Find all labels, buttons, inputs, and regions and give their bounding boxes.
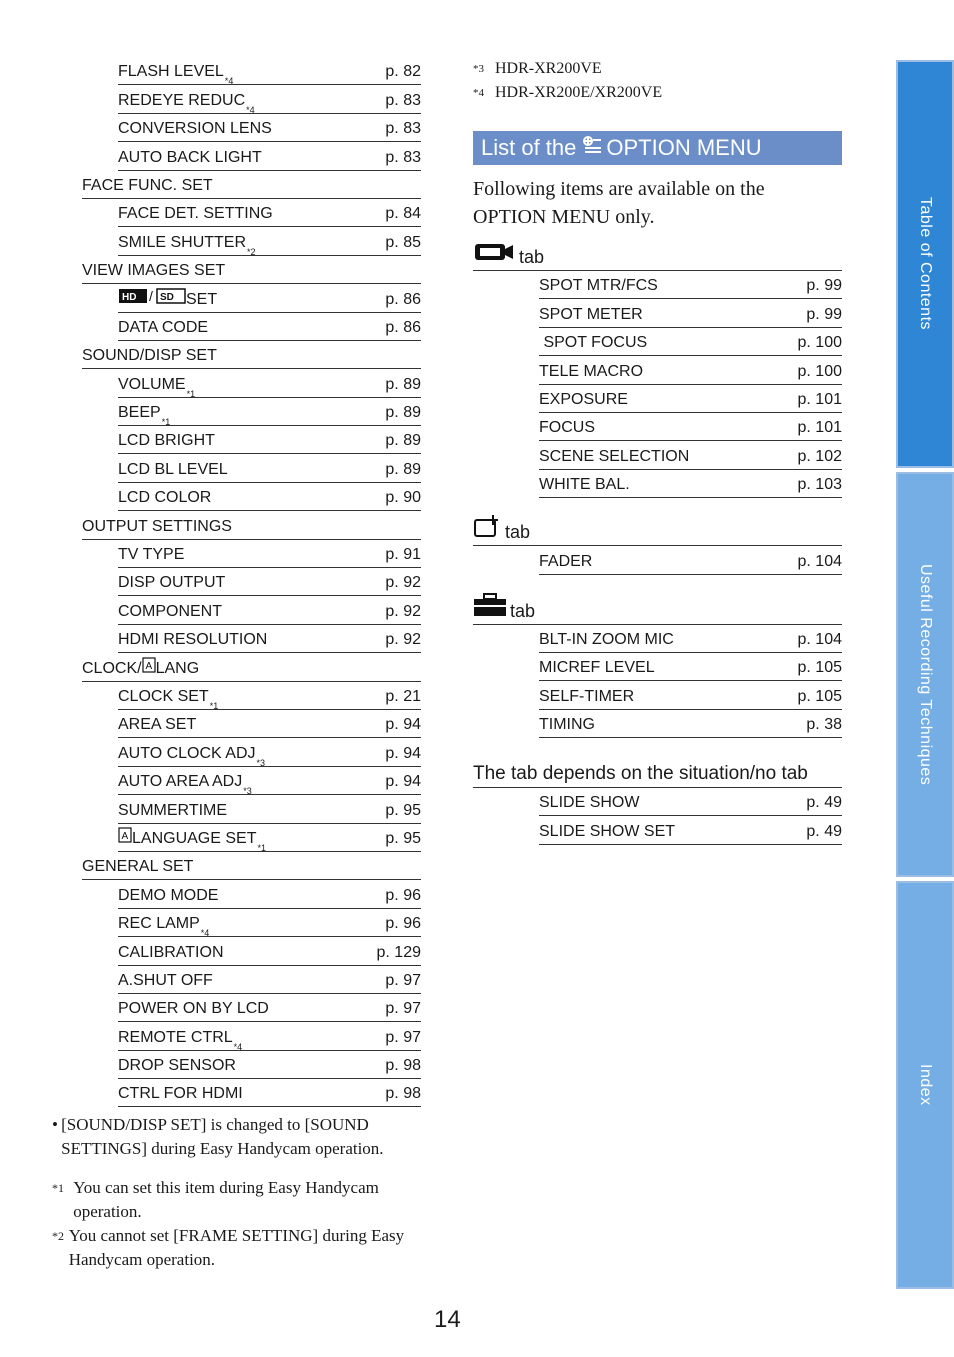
menu-item-row — [539, 653, 842, 681]
menu-item-row — [539, 710, 842, 738]
menu-item-row — [118, 795, 421, 823]
footnote-4-text: HDR-XR200E/XR200VE — [495, 84, 663, 101]
section-title-post: OPTION MENU — [606, 135, 762, 160]
menu-item-text: CLOCK SET — [118, 687, 209, 705]
menu-item-label: TIMING — [539, 716, 595, 734]
footnotes-left — [52, 1176, 422, 1272]
effect-tab-label: tab — [505, 522, 531, 543]
menu-item-row — [539, 441, 842, 469]
svg-text:/: / — [149, 287, 153, 304]
page-number: 14 — [434, 1306, 461, 1333]
side-tab-useful-label: Useful Recording Techniques — [917, 563, 934, 786]
toolbox-icon — [473, 593, 507, 622]
menu-item-label — [118, 432, 215, 450]
page-ref: p. 92 — [385, 602, 421, 620]
menu-item-text: DATA CODE — [118, 318, 209, 336]
tool-tab-list — [473, 625, 842, 739]
menu-item-label — [82, 858, 193, 876]
menu-item-label: SMILE SHUTTER *2 — [118, 233, 256, 257]
menu-item-row — [118, 1051, 421, 1079]
menu-item-label — [118, 603, 222, 621]
menu-item-text: FACE DET. SETTING — [118, 205, 273, 223]
menu-item-label: REMOTE CTRL *4 — [118, 1028, 243, 1052]
menu-item-label: SLIDE SHOW SET — [539, 822, 676, 840]
menu-item-text: SOUND/DISP SET — [82, 347, 217, 365]
menu-item-label: MICREF LEVEL — [539, 659, 655, 677]
camera-tab-header — [473, 243, 842, 271]
page-ref: p. 104 — [797, 552, 842, 570]
page-ref: p. 83 — [385, 91, 421, 109]
page-ref: p. 97 — [385, 1028, 421, 1046]
menu-item-row — [539, 816, 842, 844]
menu-item-row — [118, 426, 421, 454]
menu-item-row — [539, 299, 842, 327]
menu-item-label: BEEP *1 — [118, 404, 171, 428]
menu-item-label: WHITE BAL. — [539, 476, 630, 494]
menu-item-row — [118, 369, 421, 397]
menu-item-text: DISP OUTPUT — [118, 574, 226, 592]
page-ref: p. 86 — [385, 318, 421, 336]
situation-header: The tab depends on the situation/no tab — [473, 760, 842, 788]
page-ref: p. 89 — [385, 432, 421, 450]
svg-text:A: A — [121, 830, 129, 842]
menu-item-row — [539, 271, 842, 299]
menu-item-row — [118, 227, 421, 255]
side-tab-index-label: Index — [917, 1064, 934, 1106]
page-ref: p. 101 — [797, 419, 842, 437]
menu-item-text: REDEYE REDUC — [118, 91, 246, 109]
menu-item-text: BEEP — [118, 404, 161, 422]
section-title-bar — [473, 131, 842, 165]
menu-item-label: AUTO AREA ADJ *3 — [118, 773, 252, 797]
menu-item-text: REC LAMP — [118, 915, 200, 933]
menu-item-row — [539, 413, 842, 441]
menu-item-text: A.SHUT OFF — [118, 971, 213, 989]
page-ref: p. 100 — [797, 362, 842, 380]
menu-item-row — [118, 625, 421, 653]
menu-item-text: SUMMERTIME — [118, 801, 228, 819]
menu-item-label — [118, 631, 267, 649]
menu-item-label — [118, 288, 217, 309]
camera-tab-list — [473, 271, 842, 498]
menu-item-row — [118, 966, 421, 994]
bullet-mark: • — [52, 1115, 58, 1134]
menu-item-row — [118, 937, 421, 965]
side-tab-index[interactable] — [896, 881, 954, 1289]
menu-item-label — [82, 518, 232, 536]
menu-item-label — [118, 802, 227, 820]
menu-item-text: AUTO BACK LIGHT — [118, 148, 262, 166]
footnotes-right — [473, 57, 842, 105]
menu-item-text: VIEW IMAGES SET — [82, 262, 226, 280]
menu-item-row — [118, 114, 421, 142]
menu-group-heading — [82, 256, 421, 284]
menu-item-row — [118, 85, 421, 113]
menu-item-row — [539, 328, 842, 356]
menu-item-text: OUTPUT SETTINGS — [82, 517, 232, 535]
menu-item-label — [118, 716, 196, 734]
page-ref: p. 102 — [797, 447, 842, 465]
footnote-2-text: You cannot set [FRAME SETTING] during Easy Handycam operation. — [68, 1226, 405, 1269]
menu-item-label — [118, 1000, 269, 1018]
menu-item-label — [118, 461, 228, 479]
footnote-4-mark: *4 — [473, 87, 484, 99]
menu-item-row — [118, 682, 421, 710]
menu-item-label: SELF-TIMER — [539, 687, 635, 705]
menu-group-heading — [82, 171, 421, 199]
menu-item-text: CLOCK/ — [82, 659, 142, 677]
page-ref: p. 94 — [385, 773, 421, 791]
menu-item-text: POWER ON BY LCD — [118, 1000, 269, 1018]
hd-sd-icon — [118, 288, 186, 309]
menu-group-heading — [82, 653, 421, 681]
menu-item-label — [118, 319, 208, 337]
page-ref: p. 100 — [797, 334, 842, 352]
left-menu-list — [82, 57, 421, 1107]
svg-text:HD: HD — [122, 291, 137, 303]
menu-item-text: COMPONENT — [118, 602, 222, 620]
menu-item-row — [118, 1079, 421, 1107]
menu-item-label — [118, 489, 211, 507]
page-ref: p. 104 — [797, 630, 842, 648]
page-ref: p. 98 — [385, 1057, 421, 1075]
bullet-note — [52, 1113, 422, 1161]
menu-item-row — [118, 199, 421, 227]
menu-item-text: SET — [186, 290, 218, 308]
menu-item-text: REMOTE CTRL — [118, 1028, 233, 1046]
menu-item-label: VOLUME *1 — [118, 375, 196, 399]
menu-item-text: AUTO CLOCK ADJ — [118, 744, 256, 762]
menu-item-text: AREA SET — [118, 716, 197, 734]
page-ref: p. 103 — [797, 476, 842, 494]
menu-item-text: DROP SENSOR — [118, 1057, 236, 1075]
menu-item-label: AUTO CLOCK ADJ *3 — [118, 744, 266, 768]
menu-item-row — [118, 313, 421, 341]
page-ref: p. 96 — [385, 915, 421, 933]
menu-item-label — [118, 120, 272, 138]
menu-item-text: HDMI RESOLUTION — [118, 631, 268, 649]
menu-item-row — [539, 625, 842, 653]
tool-tab-header — [473, 597, 842, 625]
menu-item-row — [539, 788, 842, 816]
menu-item-row — [539, 681, 842, 709]
camera-tab-label: tab — [519, 247, 545, 267]
page-ref: p. 97 — [385, 1000, 421, 1018]
page-ref: p. 99 — [806, 305, 842, 323]
footnote-3-mark: *3 — [473, 63, 484, 75]
menu-item-label: SPOT METER — [539, 305, 643, 323]
page-ref: p. 98 — [385, 1085, 421, 1103]
side-tab-useful-recording-techniques[interactable] — [896, 472, 954, 877]
page-ref: p. 105 — [797, 687, 842, 705]
menu-item-label — [118, 1057, 236, 1075]
page-ref: p. 92 — [385, 631, 421, 649]
menu-item-label — [118, 574, 225, 592]
menu-item-row — [118, 880, 421, 908]
menu-item-text: SMILE SHUTTER — [118, 233, 247, 251]
menu-item-row — [118, 1022, 421, 1050]
section-title-pre: List of the — [481, 135, 577, 160]
menu-item-row — [118, 284, 421, 312]
menu-item-text: LCD COLOR — [118, 489, 212, 507]
menu-item-label: FADER — [539, 552, 593, 570]
page-ref: p. 83 — [385, 148, 421, 166]
language-icon — [142, 657, 156, 678]
menu-item-label — [118, 1085, 243, 1103]
menu-item-label: SCENE SELECTION — [539, 447, 690, 465]
menu-item-label: SPOT FOCUS — [539, 334, 648, 352]
page-ref: p. 95 — [385, 829, 421, 847]
page-ref: p. 49 — [806, 794, 842, 812]
menu-item-label — [118, 546, 184, 564]
bullet-note-text: [SOUND/DISP SET] is changed to [SOUND SETTINGS] during Easy Handycam operation. — [61, 1115, 384, 1158]
intro-text: Following items are available on the OPTION MENU only. — [473, 178, 765, 228]
menu-item-text: CALIBRATION — [118, 943, 224, 961]
menu-item-row — [118, 568, 421, 596]
menu-item-label: FLASH LEVEL *4 — [118, 63, 234, 87]
menu-item-row — [118, 710, 421, 738]
menu-item-text: VOLUME — [118, 375, 186, 393]
menu-item-row — [539, 385, 842, 413]
menu-item-row — [118, 57, 421, 85]
menu-group-heading — [82, 852, 421, 880]
page-ref: p. 89 — [385, 375, 421, 393]
page-ref: p. 97 — [385, 971, 421, 989]
page-ref: p. 89 — [385, 404, 421, 422]
menu-item-label: REC LAMP *4 — [118, 915, 210, 939]
menu-item-label: TELE MACRO — [539, 362, 644, 380]
menu-item-row — [118, 824, 421, 852]
page-ref: p. 91 — [385, 546, 421, 564]
menu-item-row — [539, 546, 842, 574]
page-ref: p. 83 — [385, 120, 421, 138]
effect-tab-header — [473, 518, 842, 546]
menu-item-row — [118, 483, 421, 511]
menu-item-text: CONVERSION LENS — [118, 120, 272, 138]
page-ref: p. 96 — [385, 886, 421, 904]
page-ref: p. 99 — [806, 277, 842, 295]
footnote-1-mark: *1 — [52, 1181, 64, 1195]
menu-item-row — [118, 596, 421, 624]
page-ref: p. 94 — [385, 744, 421, 762]
svg-text:SD: SD — [160, 291, 174, 303]
menu-item-row — [118, 142, 421, 170]
menu-item-label — [118, 887, 218, 905]
tool-tab-label: tab — [510, 600, 536, 621]
menu-item-row — [118, 454, 421, 482]
camera-icon — [473, 241, 515, 268]
menu-item-text: FLASH LEVEL — [118, 63, 224, 81]
menu-item-text-after: LANG — [155, 659, 200, 677]
menu-item-label — [118, 944, 224, 962]
page-ref: p. 95 — [385, 801, 421, 819]
situation-tab-list — [473, 788, 842, 845]
menu-item-label: SPOT MTR/FCS — [539, 277, 658, 295]
footnote-2-mark: *2 — [52, 1229, 64, 1243]
menu-item-text: LCD BRIGHT — [118, 432, 215, 450]
side-tab-toc-label: Table of Contents — [917, 197, 934, 331]
page-ref: p. 94 — [385, 716, 421, 734]
page-ref: p. 85 — [385, 233, 421, 251]
menu-item-text: FACE FUNC. SET — [82, 176, 213, 194]
menu-item-label: REDEYE REDUC *4 — [118, 91, 255, 115]
footnote-1-text: You can set this item during Easy Handycam operation. — [73, 1178, 379, 1221]
page-ref: p. 38 — [806, 716, 842, 734]
menu-group-heading — [82, 341, 421, 369]
menu-item-label: A LANGUAGE SET *1 — [118, 827, 266, 848]
menu-item-label: EXPOSURE — [539, 390, 628, 408]
menu-item-text: LANGUAGE SET — [132, 829, 257, 847]
menu-item-row — [118, 540, 421, 568]
menu-item-row — [118, 909, 421, 937]
menu-item-text: CTRL FOR HDMI — [118, 1085, 243, 1103]
menu-item-label — [82, 177, 213, 195]
menu-item-label — [82, 657, 199, 678]
page-ref: p. 82 — [385, 63, 421, 81]
menu-item-label: SLIDE SHOW — [539, 794, 640, 812]
page-ref: p. 90 — [385, 489, 421, 507]
page-ref: p. 86 — [385, 290, 421, 308]
page-ref: p. 105 — [797, 659, 842, 677]
menu-item-label: CLOCK SET *1 — [118, 687, 219, 711]
menu-item-text: AUTO AREA ADJ — [118, 773, 243, 791]
menu-item-label — [82, 262, 225, 280]
language-icon — [118, 827, 132, 848]
menu-item-label: BLT-IN ZOOM MIC — [539, 630, 674, 648]
menu-item-label — [118, 205, 273, 223]
effect-icon — [473, 514, 501, 543]
page-ref: p. 49 — [806, 822, 842, 840]
menu-group-heading — [82, 511, 421, 539]
menu-item-row — [118, 738, 421, 766]
menu-item-label — [82, 347, 217, 365]
right-column — [473, 57, 842, 845]
svg-text:A: A — [145, 660, 152, 672]
menu-item-text: DEMO MODE — [118, 886, 219, 904]
menu-item-label — [118, 149, 262, 167]
page-ref: p. 21 — [385, 687, 421, 705]
page-ref: p. 84 — [385, 205, 421, 223]
page-ref: p. 92 — [385, 574, 421, 592]
page-ref: p. 129 — [376, 943, 421, 961]
option-menu-icon — [582, 135, 602, 161]
menu-item-row — [118, 398, 421, 426]
menu-item-text: GENERAL SET — [82, 858, 194, 876]
effect-tab-list — [473, 546, 842, 574]
menu-item-text: LCD BL LEVEL — [118, 460, 228, 478]
menu-item-label: FOCUS — [539, 419, 595, 437]
menu-item-text: TV TYPE — [118, 546, 185, 564]
side-tab-table-of-contents[interactable] — [896, 60, 954, 468]
menu-item-label — [118, 972, 213, 990]
menu-item-row — [539, 470, 842, 498]
page-ref: p. 89 — [385, 460, 421, 478]
menu-item-row — [118, 767, 421, 795]
menu-item-row — [539, 356, 842, 384]
page-ref: p. 101 — [797, 390, 842, 408]
menu-item-row — [118, 994, 421, 1022]
footnote-3-text: HDR-XR200VE — [495, 60, 602, 77]
